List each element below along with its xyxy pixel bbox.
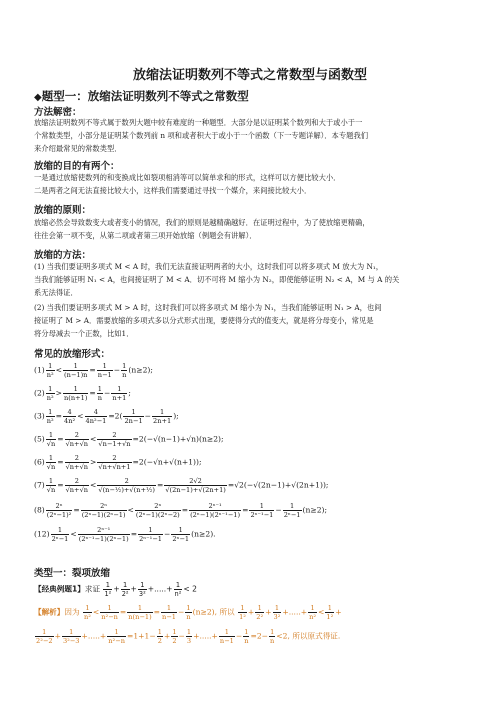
form-item: (5) $\frac{1}{√n}$ = $\frac{2}{√n+√n}$ < $\frac{2}{√n-1+√n}$ =2(−√(n−1)+√n)(n≥2); — [34, 431, 224, 448]
section-heading-text: 题型一：放缩法证明数列不等式之常数型 — [41, 89, 249, 103]
principle-heading: 放缩的原则： — [34, 205, 92, 216]
approach-line-5: 接证明了 M > A．需要放缩的多项式多以分式形式出现，要使得分式的值变大，就是将分母变小，常见是 — [34, 316, 374, 325]
approach-heading: 放缩的方法： — [34, 250, 92, 261]
approach-line-2: 当我们能够证明 N₁ < A，也间接证明了 M < A．切不可将 M 缩小为 N₂，即使能够证明 N₂ < A，M 与 A 的关 — [34, 275, 400, 284]
purpose-heading: 放缩的目的有两个： — [34, 161, 120, 172]
method-line-1: 放缩法证明数列不等式属于数列大题中较有难度的一种题型．大部分是以证明某个数列和大于或小于一 — [34, 118, 363, 127]
diamond-bullet-icon: ◆ — [34, 92, 42, 103]
type1-heading: 类型一：裂项放缩 — [34, 568, 111, 579]
approach-line-6: 将分母减去一个正数，比如1． — [34, 329, 134, 338]
example-solution-line-1: 【解析】因为 $\frac{1}{\text{n²}}$ < $\frac{1}{\text{n²−n}}$ = $\frac{1}{n(n-1)}$ = $\frac{1}{n-1}$ − $\frac{1}{n}$ (n≥2), 所以 $\frac{1}{\text{1²}}$ + $\frac{1}{\text{2²}}$ + $\frac{1}{\text{3²}}$ +.....+ $\frac{1}{\text{n²}}$ < $\frac{1}{\text{1²}}$ + — [34, 604, 342, 621]
purpose-line-1: 一是通过放缩使数列的和变换成比如裂项相消等可以简单求和的形式，这样可以方便比较大小． — [34, 173, 341, 182]
method-line-2: 个常数类型，小部分是证明某个数列前 n 项和或者积大于或小于一个函数（下一专题详解）．本专题我们 — [34, 131, 369, 140]
section-heading — [34, 88, 249, 104]
form-item: (2) $\frac{1}{\text{n²}}$ > $\frac{1}{n(n+1)}$ = $\frac{1}{n}$ − $\frac{1}{n+1}$ ; — [34, 385, 131, 402]
principle-line-2: 往往会第一项不变，从第二项或者第三项开始放缩（例题会有讲解）． — [34, 231, 257, 240]
example-solution-line-2: $\frac{1}{\text{2²−2}}$ + $\frac{1}{\text{3²−3}}$ +.....+ $\frac{1}{\text{n²−n}}$ =1+1− $\frac{1}{2}$ + $\frac{1}{2}$ − $\frac{1}{3}$ +.....+ $\frac{1}{n-1}$ − $\frac{1}{n}$ =2− $\frac{1}{n}$ <2, 所以原式得证. — [36, 628, 341, 645]
principle-line-1: 放缩必然会导致数变大或者变小的情况，我们的原则是越精确越好．在证明过程中，为了使放缩更精确， — [34, 218, 370, 227]
method-heading: 方法解密： — [34, 107, 82, 118]
form-item: (12) $\frac{1}{\text{2ⁿ−1}}$ < $\frac{\text{2ⁿ⁻¹}}{\text{(2ⁿ⁻¹−1)(2ⁿ−1)}}$ = $\frac{1}{\text{2ⁿ⁻¹−1}}$ − $\frac{1}{\text{2ⁿ−1}}$ (n≥2). — [34, 526, 216, 543]
example-1: 【经典例题1】求证 $\frac{1}{\text{1²}}$ + $\frac{1}{\text{2²}}$ + $\frac{1}{\text{3²}}$ +.....+ $\frac{1}{\text{n²}}$ < 2 — [34, 581, 197, 598]
form-item: (7) $\frac{1}{√n}$ = $\frac{2}{√n+√n}$ < $\frac{2}{\text{√(n−½)+√(n+½)}}$ = $\frac{2√2}{√(2n-1)+√(2n+1)}$ =√2(−√(2n−1)+√(2n+1)); — [34, 477, 329, 494]
form-item: (6) $\frac{1}{√n}$ = $\frac{2}{√n+√n}$ > $\frac{2}{√n+√n+1}$ =2(−√n+√(n+1)); — [34, 454, 202, 471]
purpose-line-2: 二是两者之间无法直接比较大小，这样我们需要通过寻找一个媒介，来间接比较大小． — [34, 186, 312, 195]
form-item: (1) $\frac{1}{\text{n²}}$ < $\frac{1}{(n-1)n}$ = $\frac{1}{n-1}$ − $\frac{1}{n}$ (n≥2); — [34, 362, 153, 379]
form-item: (8) $\frac{\text{2ⁿ}}{\text{(2ⁿ−1)²}}$ = $\frac{\text{2ⁿ}}{\text{(2ⁿ−1)(2ⁿ−1)}}$ < $\frac{\text{2ⁿ}}{\text{(2ⁿ−1)(2ⁿ−2)}}$ = $\frac{\text{2ⁿ⁻¹}}{\text{(2ⁿ−1)(2ⁿ⁻¹−1)}}$ = $\frac{1}{\text{2ⁿ⁻¹−1}}$ − $\frac{1}{\text{2ⁿ−1}}$ (n≥2); — [34, 502, 328, 519]
approach-line-4: (2) 当我们要证明多项式 M > A 时，这时我们可以将多项式 M 缩小为 N₁，当我们能够证明 N₁ > A，也间 — [34, 303, 382, 312]
form-item: (3) $\frac{1}{\text{n²}}$ = $\frac{4}{\text{4n²}}$ < $\frac{4}{\text{4n²−1}}$ =2( $\frac{1}{2n-1}$ − $\frac{1}{2n+1}$ ); — [34, 408, 179, 425]
document-title: 放缩法证明数列不等式之常数型与函数型 — [132, 68, 367, 83]
approach-line-1: (1) 当我们要证明多项式 M < A 时，我们无法直接证明两者的大小，这时我们可以将多项式 M 放大为 N₁， — [34, 262, 384, 271]
approach-line-3: 系无法得证． — [34, 288, 78, 297]
forms-heading: 常见的放缩形式： — [34, 349, 111, 360]
example-label: 【经典例题1】 — [34, 584, 85, 594]
method-line-3: 来介绍最常见的常数类型． — [34, 144, 122, 153]
